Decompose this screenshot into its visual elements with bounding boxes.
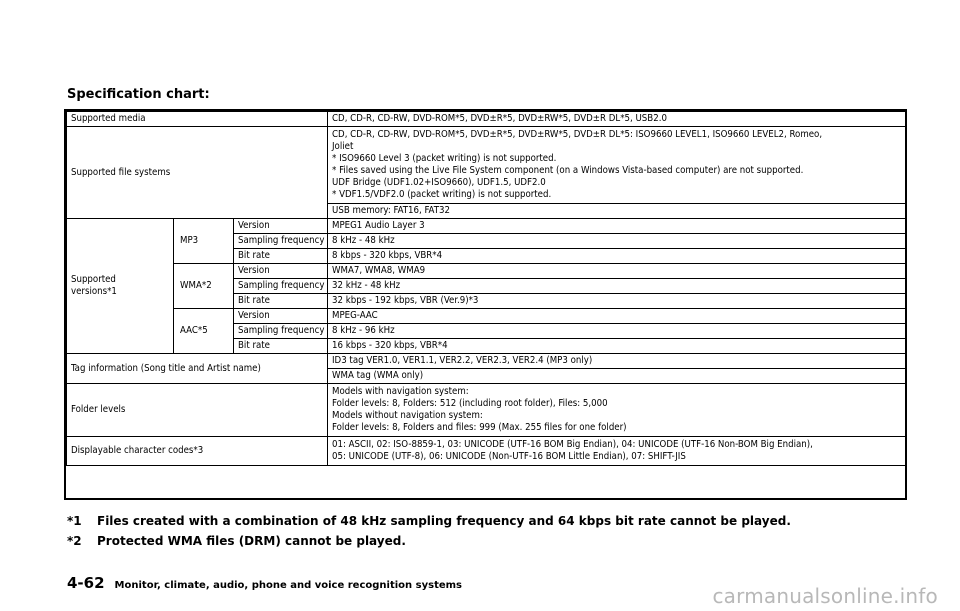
table-row bbox=[67, 354, 907, 369]
attr-value: WMA7, WMA8, WMA9 bbox=[328, 264, 907, 279]
attr-value: 8 kbps - 320 kbps, VBR*4 bbox=[328, 249, 907, 264]
page-number: 4-62 bbox=[67, 574, 105, 592]
footnote-text: Protected WMA files (DRM) cannot be played. bbox=[97, 534, 406, 548]
text-line: 01: ASCII, 02: ISO-8859-1, 03: UNICODE (UTF-16 BOM Big Endian), 04: UNICODE (UTF-16 Non-BOM Big Endian), bbox=[332, 439, 813, 450]
watermark: carmanualsonline.info bbox=[712, 584, 938, 608]
row-value: CD, CD-R, CD-RW, DVD-ROM*5, DVD±R*5, DVD±RW*5, DVD±R DL*5, USB2.0 bbox=[328, 112, 907, 127]
text-line: * Files saved using the Live File System component (on a Windows Vista-based computer) are not supported. bbox=[332, 165, 804, 176]
row-value bbox=[328, 437, 907, 466]
text-line: UDF Bridge (UDF1.02+ISO9660), UDF1.5, UDF2.0 bbox=[332, 177, 546, 188]
attr-value: 32 kbps - 192 kbps, VBR (Ver.9)*3 bbox=[328, 294, 907, 309]
attr-value: 8 kHz - 48 kHz bbox=[328, 234, 907, 249]
text-line: Folder levels: 8, Folders: 512 (including root folder), Files: 5,000 bbox=[332, 398, 608, 409]
page-footer bbox=[67, 573, 462, 592]
attr-label: Version bbox=[234, 219, 328, 234]
footnote bbox=[67, 511, 791, 531]
format-name: AAC*5 bbox=[174, 309, 234, 354]
table-row bbox=[67, 437, 907, 466]
page-heading: Specification chart: bbox=[67, 87, 210, 102]
row-label: Supported file systems bbox=[67, 127, 328, 219]
row-value bbox=[328, 127, 907, 204]
text-line: Models without navigation system: bbox=[332, 410, 483, 421]
attr-value: 16 kbps - 320 kbps, VBR*4 bbox=[328, 339, 907, 354]
attr-value: 8 kHz - 96 kHz bbox=[328, 324, 907, 339]
attr-label: Version bbox=[234, 264, 328, 279]
text-line: 05: UNICODE (UTF-8), 06: UNICODE (Non-UTF-16 BOM Little Endian), 07: SHIFT-JIS bbox=[332, 451, 686, 462]
row-value bbox=[328, 384, 907, 437]
attr-label: Bit rate bbox=[234, 339, 328, 354]
table-row bbox=[67, 309, 907, 324]
row-label: Supported media bbox=[67, 112, 328, 127]
table-row bbox=[67, 112, 907, 127]
footnote-text: Files created with a combination of 48 kHz sampling frequency and 64 kbps bit rate cannot be played. bbox=[97, 514, 791, 528]
label-line: Supported bbox=[71, 274, 116, 285]
footnotes bbox=[67, 511, 791, 551]
table-row bbox=[67, 219, 907, 234]
footnote bbox=[67, 531, 791, 551]
row-value: WMA tag (WMA only) bbox=[328, 369, 907, 384]
table-row bbox=[67, 384, 907, 437]
row-value: ID3 tag VER1.0, VER1.1, VER2.2, VER2.3, VER2.4 (MP3 only) bbox=[328, 354, 907, 369]
attr-label: Sampling frequency bbox=[234, 234, 328, 249]
text-line: Folder levels: 8, Folders and files: 999 (Max. 255 files for one folder) bbox=[332, 422, 627, 433]
format-name: MP3 bbox=[174, 219, 234, 264]
attr-label: Sampling frequency bbox=[234, 324, 328, 339]
attr-label: Bit rate bbox=[234, 249, 328, 264]
text-line: * VDF1.5/VDF2.0 (packet writing) is not supported. bbox=[332, 189, 552, 200]
label-line: versions*1 bbox=[71, 286, 117, 297]
specification-table bbox=[66, 111, 907, 466]
row-label: Tag information (Song title and Artist name) bbox=[67, 354, 328, 384]
text-line: * ISO9660 Level 3 (packet writing) is not supported. bbox=[332, 153, 557, 164]
attr-value: MPEG-AAC bbox=[328, 309, 907, 324]
table-row bbox=[67, 127, 907, 204]
attr-label: Version bbox=[234, 309, 328, 324]
row-label bbox=[67, 219, 174, 354]
text-line: Joliet bbox=[332, 141, 354, 152]
row-value: USB memory: FAT16, FAT32 bbox=[328, 204, 907, 219]
attr-value: MPEG1 Audio Layer 3 bbox=[328, 219, 907, 234]
format-name: WMA*2 bbox=[174, 264, 234, 309]
text-line: Models with navigation system: bbox=[332, 386, 469, 397]
attr-label: Sampling frequency bbox=[234, 279, 328, 294]
attr-label: Bit rate bbox=[234, 294, 328, 309]
row-label: Folder levels bbox=[67, 384, 328, 437]
footnote-mark: *2 bbox=[67, 534, 82, 548]
section-title: Monitor, climate, audio, phone and voice recognition systems bbox=[114, 580, 463, 591]
attr-value: 32 kHz - 48 kHz bbox=[328, 279, 907, 294]
footnote-mark: *1 bbox=[67, 514, 82, 528]
table-row bbox=[67, 264, 907, 279]
text-line: CD, CD-R, CD-RW, DVD-ROM*5, DVD±R*5, DVD±RW*5, DVD±R DL*5: ISO9660 LEVEL1, ISO9660 LEVEL2, Romeo, bbox=[332, 129, 823, 140]
row-label: Displayable character codes*3 bbox=[67, 437, 328, 466]
